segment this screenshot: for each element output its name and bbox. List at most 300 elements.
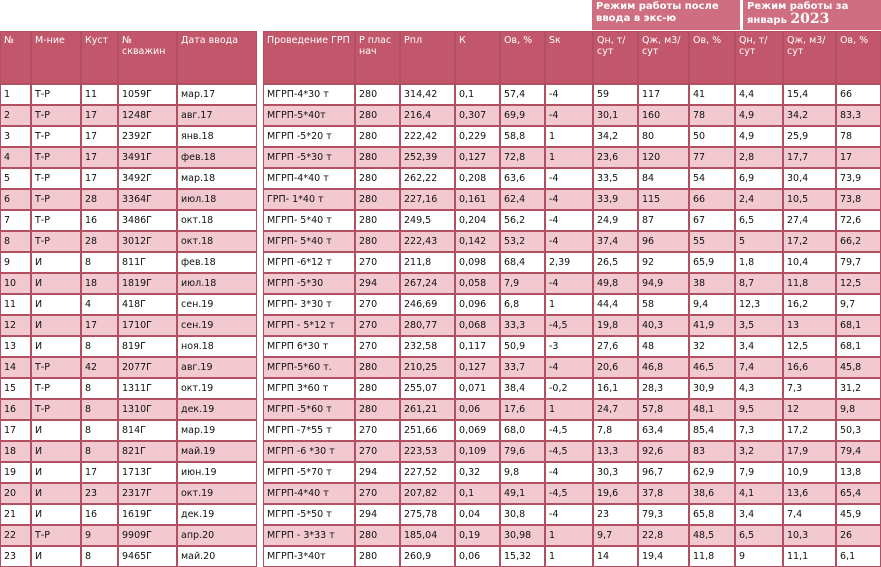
table-cell: 18 xyxy=(81,273,118,294)
table-row xyxy=(0,126,881,147)
table-cell: дек.19 xyxy=(177,504,257,525)
table-cell: 66 xyxy=(836,84,881,105)
table-cell: авг.17 xyxy=(177,105,257,126)
table-cell: 31,2 xyxy=(836,378,881,399)
table-cell: 1819Г xyxy=(118,273,177,294)
table-cell: 49,1 xyxy=(500,483,545,504)
column-header: № скважин xyxy=(118,31,177,84)
table-cell: 4,9 xyxy=(735,105,783,126)
table-cell: 7,4 xyxy=(735,357,783,378)
table-cell: 24,9 xyxy=(593,210,638,231)
table-cell: 10 xyxy=(0,273,31,294)
header-row xyxy=(0,31,881,84)
table-cell: 55 xyxy=(689,231,735,252)
table-cell: 7,9 xyxy=(500,273,545,294)
column-header: Дата ввода xyxy=(177,31,257,84)
table-cell: 9 xyxy=(735,546,783,567)
table-cell: МГРП -5*30 т xyxy=(263,147,355,168)
table-cell: 30,1 xyxy=(593,105,638,126)
table-cell: -4,5 xyxy=(545,315,593,336)
table-cell: МГРП- 5*40 т xyxy=(263,210,355,231)
table-cell: 280 xyxy=(355,399,400,420)
table-cell: 13,3 xyxy=(593,441,638,462)
table-cell: 0,068 xyxy=(455,315,500,336)
table-cell: -4 xyxy=(545,168,593,189)
table-cell: 37,8 xyxy=(638,483,689,504)
table-cell: 78 xyxy=(836,126,881,147)
table-cell: 2,4 xyxy=(735,189,783,210)
table-cell: 222,42 xyxy=(400,126,455,147)
table-cell: 10,5 xyxy=(783,189,836,210)
table-cell: 814Г xyxy=(118,420,177,441)
table-cell: 294 xyxy=(355,273,400,294)
table-cell: 17 xyxy=(0,420,31,441)
table-cell: 58 xyxy=(638,294,689,315)
table-row xyxy=(0,105,881,126)
table-cell: 17,2 xyxy=(783,231,836,252)
table-cell: И xyxy=(31,294,81,315)
table-cell: И xyxy=(31,315,81,336)
table-cell: 59 xyxy=(593,84,638,105)
table-cell: 3364Г xyxy=(118,189,177,210)
table-cell: 7,4 xyxy=(783,504,836,525)
table-cell: 73,9 xyxy=(836,168,881,189)
table-cell: 26,5 xyxy=(593,252,638,273)
table-cell: 210,25 xyxy=(400,357,455,378)
table-cell: 227,52 xyxy=(400,462,455,483)
table-cell: 48,1 xyxy=(689,399,735,420)
table-cell: МГРП-3*40т xyxy=(263,546,355,567)
table-cell: 0,04 xyxy=(455,504,500,525)
table-cell: 249,5 xyxy=(400,210,455,231)
table-cell: 3492Г xyxy=(118,168,177,189)
table-cell: 62,4 xyxy=(500,189,545,210)
table-cell: 15 xyxy=(0,378,31,399)
table-cell: 246,69 xyxy=(400,294,455,315)
table-cell: 1311Г xyxy=(118,378,177,399)
table-cell: 30,98 xyxy=(500,525,545,546)
table-cell: 2317Г xyxy=(118,483,177,504)
table-cell: 28 xyxy=(81,189,118,210)
table-cell: 96 xyxy=(638,231,689,252)
table-cell: 280 xyxy=(355,210,400,231)
column-header: Sк xyxy=(545,31,593,84)
table-cell: И xyxy=(31,546,81,567)
table-cell: 40,3 xyxy=(638,315,689,336)
table-cell: 16,2 xyxy=(783,294,836,315)
table-cell: 48,5 xyxy=(689,525,735,546)
table-cell: 16,1 xyxy=(593,378,638,399)
table-cell: 45,8 xyxy=(836,357,881,378)
table-cell: 42 xyxy=(81,357,118,378)
table-cell: 67 xyxy=(689,210,735,231)
table-cell: 19,4 xyxy=(638,546,689,567)
table-cell: июл.18 xyxy=(177,273,257,294)
table-row xyxy=(0,294,881,315)
table-cell: 4 xyxy=(81,294,118,315)
table-cell: мар.19 xyxy=(177,420,257,441)
table-cell: 50,9 xyxy=(500,336,545,357)
group-header-january xyxy=(743,0,881,30)
column-header: Qн, т/сут xyxy=(735,31,783,84)
table-cell: 2392Г xyxy=(118,126,177,147)
table-cell: 1713Г xyxy=(118,462,177,483)
table-cell: МГРП-4*30 т xyxy=(263,84,355,105)
table-cell: 6,8 xyxy=(500,294,545,315)
table-cell: 0,109 xyxy=(455,441,500,462)
table-cell: 30,4 xyxy=(783,168,836,189)
table-cell: 280 xyxy=(355,147,400,168)
table-cell: 7 xyxy=(0,210,31,231)
table-cell: 2,8 xyxy=(735,147,783,168)
table-cell: -4,5 xyxy=(545,483,593,504)
table-cell: 1 xyxy=(545,294,593,315)
table-cell: 9,8 xyxy=(500,462,545,483)
table-cell: ГРП- 1*40 т xyxy=(263,189,355,210)
table-cell: 3486Г xyxy=(118,210,177,231)
table-cell: 26 xyxy=(836,525,881,546)
table-cell: Т-Р xyxy=(31,378,81,399)
table-cell: 314,42 xyxy=(400,84,455,105)
table-cell: -0,2 xyxy=(545,378,593,399)
table-cell: 17 xyxy=(81,462,118,483)
table-cell: 4 xyxy=(0,147,31,168)
table-cell: 2,39 xyxy=(545,252,593,273)
table-cell: 1248Г xyxy=(118,105,177,126)
table-cell: 68,4 xyxy=(500,252,545,273)
table-cell: 33,3 xyxy=(500,315,545,336)
table-cell: 15,32 xyxy=(500,546,545,567)
table-cell: 819Г xyxy=(118,336,177,357)
group-header-bar xyxy=(0,0,881,31)
table-cell: 0,161 xyxy=(455,189,500,210)
table-row xyxy=(0,420,881,441)
table-cell: 23 xyxy=(0,546,31,567)
table-cell: 1059Г xyxy=(118,84,177,105)
table-cell: 17 xyxy=(81,105,118,126)
table-cell: ноя.18 xyxy=(177,336,257,357)
table-cell: 0,1 xyxy=(455,84,500,105)
table-cell: И xyxy=(31,273,81,294)
table-cell: МГРП -5*50 т xyxy=(263,504,355,525)
table-cell: 45,9 xyxy=(836,504,881,525)
table-cell: 0,204 xyxy=(455,210,500,231)
table-cell: 25,9 xyxy=(783,126,836,147)
table-cell: 18 xyxy=(0,441,31,462)
table-cell: 270 xyxy=(355,420,400,441)
table-cell: 48 xyxy=(638,336,689,357)
table-cell: окт.18 xyxy=(177,231,257,252)
table-cell: 34,2 xyxy=(783,105,836,126)
table-cell: 92,6 xyxy=(638,441,689,462)
table-cell: 7,9 xyxy=(735,462,783,483)
table-cell: 252,39 xyxy=(400,147,455,168)
table-cell: -4 xyxy=(545,273,593,294)
table-cell: 811Г xyxy=(118,252,177,273)
table-cell: 255,07 xyxy=(400,378,455,399)
table-cell: 4,3 xyxy=(735,378,783,399)
table-cell: МГРП -6 *30 т xyxy=(263,441,355,462)
table-cell: 275,78 xyxy=(400,504,455,525)
group-header-january-label: Режим работы за январь xyxy=(747,1,849,26)
table-cell: 78 xyxy=(689,105,735,126)
table-cell: 17,9 xyxy=(783,441,836,462)
table-cell: 0,229 xyxy=(455,126,500,147)
table-cell: 0,32 xyxy=(455,462,500,483)
table-cell: 20 xyxy=(0,483,31,504)
column-header: Ов, % xyxy=(689,31,735,84)
table-cell: 12,5 xyxy=(836,273,881,294)
table-row xyxy=(0,210,881,231)
table-cell: 34,2 xyxy=(593,126,638,147)
table-cell: 3,2 xyxy=(735,441,783,462)
table-cell: 270 xyxy=(355,336,400,357)
table-cell: 0,307 xyxy=(455,105,500,126)
table-cell: -4 xyxy=(545,504,593,525)
table-cell: 32 xyxy=(689,336,735,357)
table-cell: И xyxy=(31,252,81,273)
table-cell: 11 xyxy=(0,294,31,315)
table-cell: 79,7 xyxy=(836,252,881,273)
table-cell: И xyxy=(31,420,81,441)
table-cell: 12,3 xyxy=(735,294,783,315)
table-cell: 8 xyxy=(81,252,118,273)
table-cell: 3,5 xyxy=(735,315,783,336)
table-cell: 3,4 xyxy=(735,504,783,525)
table-cell: МГРП 3*60 т xyxy=(263,378,355,399)
table-cell: авг.19 xyxy=(177,357,257,378)
table-cell: 185,04 xyxy=(400,525,455,546)
table-cell: 20,6 xyxy=(593,357,638,378)
table-cell: Т-Р xyxy=(31,147,81,168)
table-cell: 418Г xyxy=(118,294,177,315)
table-cell: 216,4 xyxy=(400,105,455,126)
table-cell: 80 xyxy=(638,126,689,147)
table-cell: МГРП -5*20 т xyxy=(263,126,355,147)
table-cell: 13 xyxy=(783,315,836,336)
table-cell: 120 xyxy=(638,147,689,168)
table-body xyxy=(0,84,881,567)
table-cell: 2 xyxy=(0,105,31,126)
table-cell: 22 xyxy=(0,525,31,546)
table-cell: 12,5 xyxy=(783,336,836,357)
table-cell: 17,7 xyxy=(783,147,836,168)
wells-table xyxy=(0,31,881,567)
table-cell: 17 xyxy=(81,168,118,189)
table-cell: 57,4 xyxy=(500,84,545,105)
table-cell: -4 xyxy=(545,105,593,126)
table-row xyxy=(0,252,881,273)
table-row xyxy=(0,336,881,357)
table-cell: 280 xyxy=(355,189,400,210)
column-header: Qж, м3/сут xyxy=(783,31,836,84)
table-cell: 0,098 xyxy=(455,252,500,273)
table-cell: 11,8 xyxy=(689,546,735,567)
table-cell: 24,7 xyxy=(593,399,638,420)
table-cell: 0,208 xyxy=(455,168,500,189)
table-cell: 1 xyxy=(545,147,593,168)
table-cell: апр.20 xyxy=(177,525,257,546)
table-cell: МГРП 6*30 т xyxy=(263,336,355,357)
table-cell: 821Г xyxy=(118,441,177,462)
table-cell: 22,8 xyxy=(638,525,689,546)
table-cell: Т-Р xyxy=(31,84,81,105)
table-cell: дек.19 xyxy=(177,399,257,420)
table-cell: 260,9 xyxy=(400,546,455,567)
table-cell: 85,4 xyxy=(689,420,735,441)
table-cell: 46,8 xyxy=(638,357,689,378)
table-row xyxy=(0,525,881,546)
table-cell: 53,2 xyxy=(500,231,545,252)
table-cell: Т-Р xyxy=(31,231,81,252)
table-cell: 17,2 xyxy=(783,420,836,441)
table-row xyxy=(0,273,881,294)
table-cell: 294 xyxy=(355,462,400,483)
table-cell: июл.18 xyxy=(177,189,257,210)
table-cell: 280 xyxy=(355,168,400,189)
table-cell: -4 xyxy=(545,231,593,252)
table-cell: 9,4 xyxy=(689,294,735,315)
table-row xyxy=(0,378,881,399)
table-cell: 0,06 xyxy=(455,546,500,567)
table-cell: 63,4 xyxy=(638,420,689,441)
table-cell: 0,069 xyxy=(455,420,500,441)
table-cell: фев.18 xyxy=(177,147,257,168)
group-header-after-intro-label: Режим работы после ввода в экс-ю xyxy=(596,1,719,24)
table-cell: 270 xyxy=(355,252,400,273)
column-header: Проведение ГРП xyxy=(263,31,355,84)
table-cell: 3 xyxy=(0,126,31,147)
table-cell: 41 xyxy=(689,84,735,105)
table-row xyxy=(0,168,881,189)
table-cell: 6 xyxy=(0,189,31,210)
table-cell: 13 xyxy=(0,336,31,357)
table-cell: 0,117 xyxy=(455,336,500,357)
table-cell: 27,4 xyxy=(783,210,836,231)
table-cell: 17 xyxy=(81,147,118,168)
table-cell: 94,9 xyxy=(638,273,689,294)
table-cell: Т-Р xyxy=(31,210,81,231)
table-cell: 33,5 xyxy=(593,168,638,189)
table-cell: 0,127 xyxy=(455,147,500,168)
table-cell: 8 xyxy=(81,399,118,420)
column-header: К xyxy=(455,31,500,84)
table-row xyxy=(0,315,881,336)
table-row xyxy=(0,483,881,504)
table-cell: 16,6 xyxy=(783,357,836,378)
table-cell: мар.17 xyxy=(177,84,257,105)
table-cell: 6,5 xyxy=(735,525,783,546)
table-cell: 270 xyxy=(355,315,400,336)
column-header: Р плас нач xyxy=(355,31,400,84)
table-cell: И xyxy=(31,483,81,504)
table-cell: 1 xyxy=(545,399,593,420)
table-cell: 38,6 xyxy=(689,483,735,504)
table-cell: 13,8 xyxy=(836,462,881,483)
table-cell: 280 xyxy=(355,84,400,105)
table-cell: 10,3 xyxy=(783,525,836,546)
table-cell: Т-Р xyxy=(31,126,81,147)
table-cell: МГРП- 5*40 т xyxy=(263,231,355,252)
table-cell: 7,3 xyxy=(735,420,783,441)
table-cell: 17 xyxy=(81,315,118,336)
table-cell: 50 xyxy=(689,126,735,147)
table-cell: 8 xyxy=(81,378,118,399)
table-cell: 2077Г xyxy=(118,357,177,378)
table-cell: 23 xyxy=(81,483,118,504)
table-cell: 84 xyxy=(638,168,689,189)
table-cell: МГРП -7*55 т xyxy=(263,420,355,441)
table-cell: 0,1 xyxy=(455,483,500,504)
table-cell: 28 xyxy=(81,231,118,252)
table-cell: -4 xyxy=(545,189,593,210)
table-cell: 1 xyxy=(0,84,31,105)
table-row xyxy=(0,399,881,420)
table-cell: 11,8 xyxy=(783,273,836,294)
table-cell: 280 xyxy=(355,546,400,567)
table-cell: МГРП - 5*12 т xyxy=(263,315,355,336)
table-cell: 280 xyxy=(355,126,400,147)
table-cell: 280 xyxy=(355,231,400,252)
table-cell: 211,8 xyxy=(400,252,455,273)
table-cell: 87 xyxy=(638,210,689,231)
table-cell: 8,7 xyxy=(735,273,783,294)
table-cell: 33,9 xyxy=(593,189,638,210)
table-cell: 267,24 xyxy=(400,273,455,294)
table-cell: 4,4 xyxy=(735,84,783,105)
table-cell: Т-Р xyxy=(31,399,81,420)
table-cell: 83 xyxy=(689,441,735,462)
table-cell: 1 xyxy=(545,546,593,567)
table-cell: МГРП -5*60 т xyxy=(263,399,355,420)
table-cell: Т-Р xyxy=(31,525,81,546)
table-cell: 1,8 xyxy=(735,252,783,273)
table-cell: 13,6 xyxy=(783,483,836,504)
table-cell: 3491Г xyxy=(118,147,177,168)
table-cell: 9 xyxy=(0,252,31,273)
table-cell: 0,096 xyxy=(455,294,500,315)
table-cell: 8 xyxy=(81,441,118,462)
table-cell: 44,4 xyxy=(593,294,638,315)
table-cell: 0,06 xyxy=(455,399,500,420)
table-cell: 19,6 xyxy=(593,483,638,504)
table-cell: 68,1 xyxy=(836,336,881,357)
table-cell: 207,82 xyxy=(400,483,455,504)
table-cell: -4 xyxy=(545,210,593,231)
table-cell: Т-Р xyxy=(31,357,81,378)
table-cell: 280 xyxy=(355,525,400,546)
table-cell: 50,3 xyxy=(836,420,881,441)
table-cell: 49,8 xyxy=(593,273,638,294)
table-cell: МГРП -5*70 т xyxy=(263,462,355,483)
table-cell: МГРП- 3*30 т xyxy=(263,294,355,315)
table-cell: 3012Г xyxy=(118,231,177,252)
table-cell: 4,1 xyxy=(735,483,783,504)
table-cell: 28,3 xyxy=(638,378,689,399)
table-cell: 8 xyxy=(81,420,118,441)
table-cell: 19,8 xyxy=(593,315,638,336)
table-cell: 68,1 xyxy=(836,315,881,336)
table-cell: 15,4 xyxy=(783,84,836,105)
table-cell: 72,8 xyxy=(500,147,545,168)
table-cell: 270 xyxy=(355,483,400,504)
table-cell: 1619Г xyxy=(118,504,177,525)
table-cell: Т-Р xyxy=(31,189,81,210)
column-header: Qн, т/сут xyxy=(593,31,638,84)
table-cell: 9,5 xyxy=(735,399,783,420)
table-cell: 9,8 xyxy=(836,399,881,420)
table-cell: 17 xyxy=(81,126,118,147)
